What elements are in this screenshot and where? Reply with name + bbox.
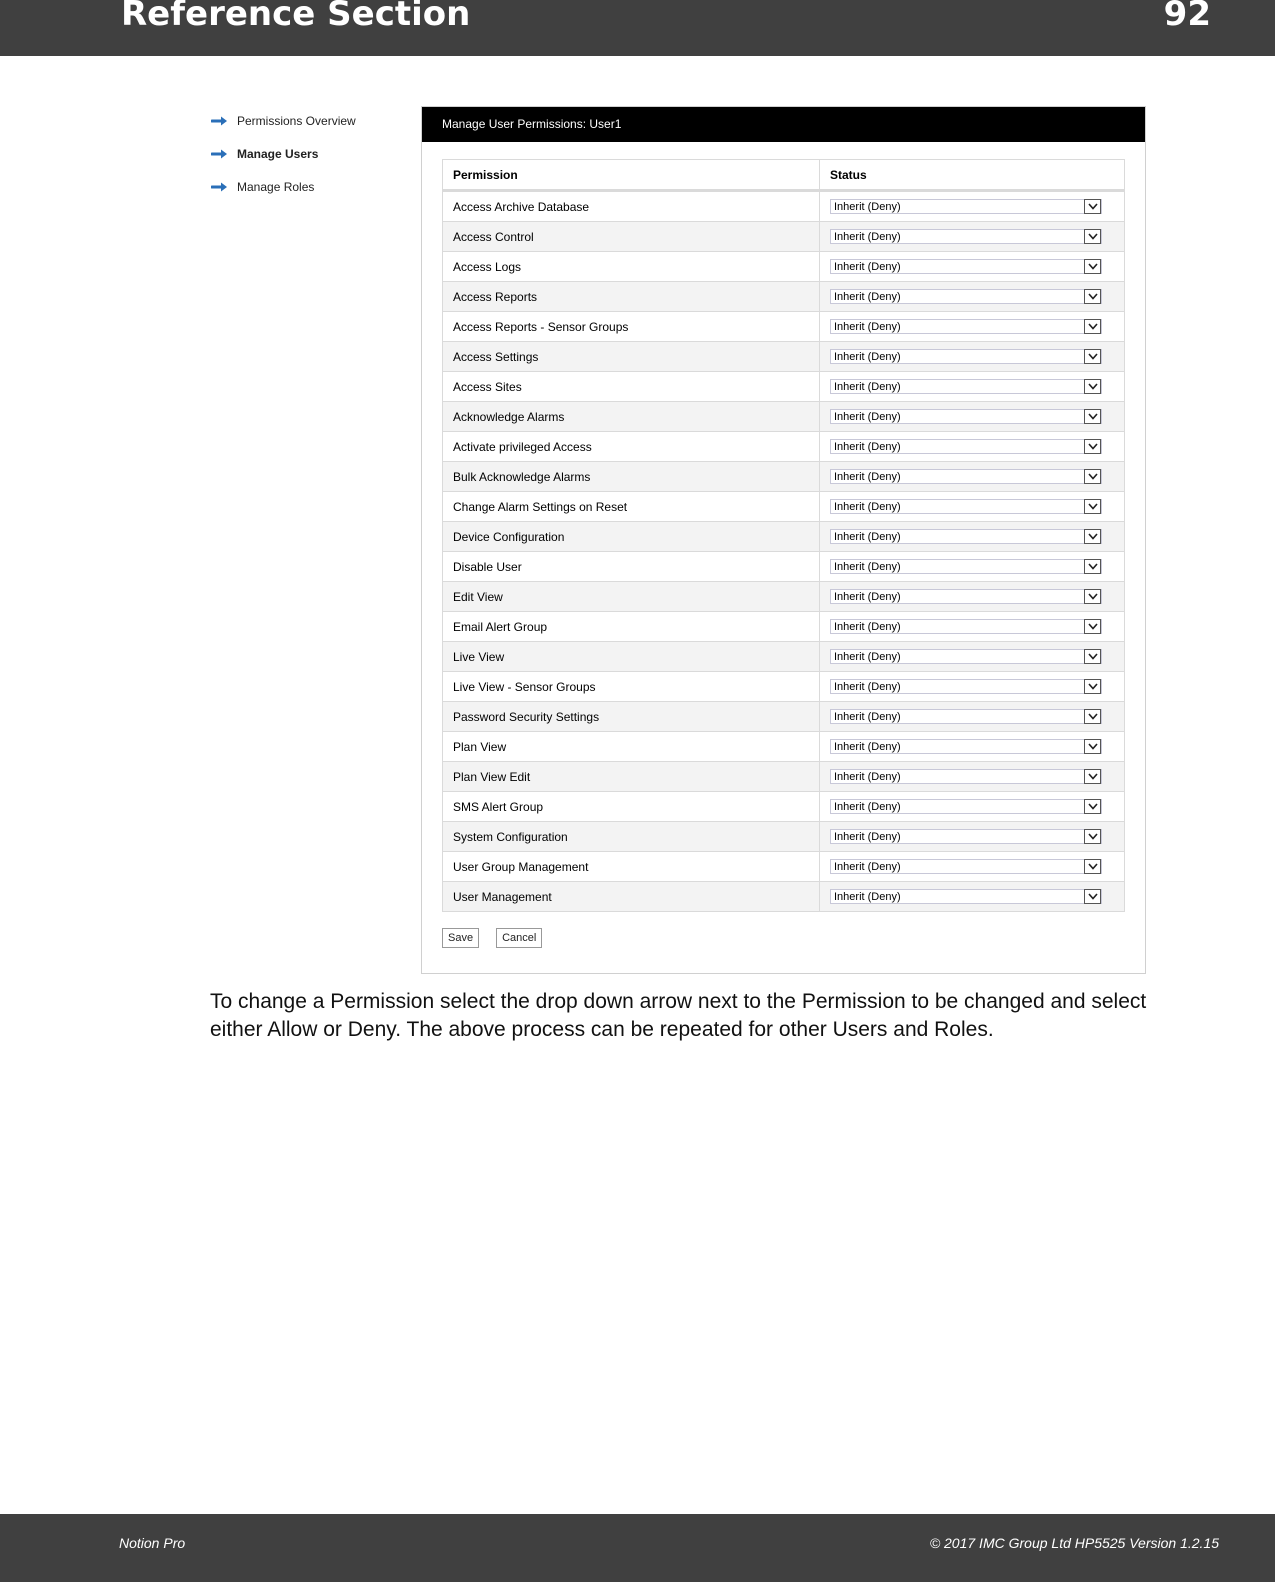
- status-cell: [820, 672, 1125, 702]
- status-cell: [820, 882, 1125, 912]
- status-select[interactable]: [830, 859, 1102, 874]
- page-header: [0, 0, 1275, 56]
- status-select[interactable]: [830, 889, 1102, 904]
- chevron-down-icon[interactable]: [1084, 319, 1101, 334]
- status-select[interactable]: [830, 409, 1102, 424]
- status-cell: [820, 372, 1125, 402]
- permission-name: User Management: [443, 882, 820, 912]
- status-cell: [820, 732, 1125, 762]
- status-select[interactable]: [830, 469, 1102, 484]
- status-cell: [820, 282, 1125, 312]
- table-row: [443, 822, 1125, 852]
- table-row: [443, 792, 1125, 822]
- chevron-down-icon[interactable]: [1084, 829, 1101, 844]
- table-row: [443, 702, 1125, 732]
- chevron-down-icon[interactable]: [1084, 409, 1101, 424]
- table-row: [443, 462, 1125, 492]
- chevron-down-icon[interactable]: [1084, 229, 1101, 244]
- status-select-value: Inherit (Deny): [834, 711, 901, 723]
- permission-name: Acknowledge Alarms: [443, 402, 820, 432]
- column-header-status: Status: [820, 160, 1125, 191]
- status-select[interactable]: [830, 589, 1102, 604]
- chevron-down-icon[interactable]: [1084, 799, 1101, 814]
- status-select-value: Inherit (Deny): [834, 531, 901, 543]
- status-select-value: Inherit (Deny): [834, 561, 901, 573]
- table-row: [443, 342, 1125, 372]
- status-cell: [820, 191, 1125, 222]
- chevron-down-icon[interactable]: [1084, 649, 1101, 664]
- chevron-down-icon[interactable]: [1084, 709, 1101, 724]
- status-select[interactable]: [830, 709, 1102, 724]
- nav-item-label: Manage Users: [237, 146, 319, 161]
- chevron-down-icon[interactable]: [1084, 739, 1101, 754]
- table-row: [443, 282, 1125, 312]
- status-select-value: Inherit (Deny): [834, 321, 901, 333]
- status-cell: [820, 252, 1125, 282]
- status-cell: [820, 852, 1125, 882]
- nav-item-label: Permissions Overview: [237, 113, 356, 128]
- permission-name: Access Reports: [443, 282, 820, 312]
- status-cell: [820, 222, 1125, 252]
- status-select[interactable]: [830, 769, 1102, 784]
- status-select[interactable]: [830, 379, 1102, 394]
- nav-item-label: Manage Roles: [237, 179, 315, 194]
- nav-item-permissions-overview[interactable]: [211, 104, 356, 137]
- status-select[interactable]: [830, 259, 1102, 274]
- permission-name: User Group Management: [443, 852, 820, 882]
- chevron-down-icon[interactable]: [1084, 619, 1101, 634]
- chevron-down-icon[interactable]: [1084, 559, 1101, 574]
- status-cell: [820, 702, 1125, 732]
- status-select-value: Inherit (Deny): [834, 681, 901, 693]
- status-cell: [820, 552, 1125, 582]
- status-select-value: Inherit (Deny): [834, 891, 901, 903]
- status-cell: [820, 612, 1125, 642]
- chevron-down-icon[interactable]: [1084, 889, 1101, 904]
- status-select[interactable]: [830, 289, 1102, 304]
- chevron-down-icon[interactable]: [1084, 439, 1101, 454]
- status-select-value: Inherit (Deny): [834, 831, 901, 843]
- table-row: [443, 372, 1125, 402]
- status-select-value: Inherit (Deny): [834, 381, 901, 393]
- table-row: [443, 762, 1125, 792]
- permissions-panel: [421, 106, 1146, 974]
- status-cell: [820, 792, 1125, 822]
- status-cell: [820, 462, 1125, 492]
- permission-name: Access Control: [443, 222, 820, 252]
- permission-name: Edit View: [443, 582, 820, 612]
- table-row: [443, 222, 1125, 252]
- save-button[interactable]: Save: [442, 928, 479, 948]
- table-row: [443, 492, 1125, 522]
- chevron-down-icon[interactable]: [1084, 499, 1101, 514]
- status-select[interactable]: [830, 529, 1102, 544]
- permission-name: Device Configuration: [443, 522, 820, 552]
- permission-name: Access Sites: [443, 372, 820, 402]
- status-select-value: Inherit (Deny): [834, 441, 901, 453]
- status-select-value: Inherit (Deny): [834, 801, 901, 813]
- status-select-value: Inherit (Deny): [834, 201, 901, 213]
- status-select-value: Inherit (Deny): [834, 351, 901, 363]
- instruction-paragraph: To change a Permission select the drop down arrow next to the Permission to be changed and select either Allow or Deny. The above process can be repeated for other Users and Roles.: [210, 990, 1147, 1041]
- section-title: Reference Section: [121, 0, 471, 34]
- status-select-value: Inherit (Deny): [834, 651, 901, 663]
- page-number: 92: [1163, 0, 1211, 34]
- table-row: [443, 582, 1125, 612]
- status-select-value: Inherit (Deny): [834, 621, 901, 633]
- permission-name: Disable User: [443, 552, 820, 582]
- status-select-value: Inherit (Deny): [834, 291, 901, 303]
- panel-title: Manage User Permissions: User1: [422, 107, 1145, 142]
- status-select-value: Inherit (Deny): [834, 231, 901, 243]
- footer-product: Notion Pro: [119, 1535, 186, 1551]
- chevron-down-icon[interactable]: [1084, 199, 1101, 214]
- permission-name: System Configuration: [443, 822, 820, 852]
- status-cell: [820, 762, 1125, 792]
- chevron-down-icon[interactable]: [1084, 349, 1101, 364]
- permission-name: Access Archive Database: [443, 191, 820, 222]
- table-row: [443, 672, 1125, 702]
- permission-name: Activate privileged Access: [443, 432, 820, 462]
- chevron-down-icon[interactable]: [1084, 589, 1101, 604]
- permission-name: Plan View: [443, 732, 820, 762]
- permission-name: Access Reports - Sensor Groups: [443, 312, 820, 342]
- permission-name: Change Alarm Settings on Reset: [443, 492, 820, 522]
- chevron-down-icon[interactable]: [1084, 379, 1101, 394]
- side-nav: [211, 104, 356, 203]
- permission-name: SMS Alert Group: [443, 792, 820, 822]
- chevron-down-icon[interactable]: [1084, 529, 1101, 544]
- status-select[interactable]: [830, 619, 1102, 634]
- permission-name: Bulk Acknowledge Alarms: [443, 462, 820, 492]
- status-select-value: Inherit (Deny): [834, 501, 901, 513]
- status-cell: [820, 492, 1125, 522]
- status-cell: [820, 342, 1125, 372]
- nav-item-manage-users[interactable]: [211, 137, 356, 170]
- status-select[interactable]: [830, 649, 1102, 664]
- status-select-value: Inherit (Deny): [834, 861, 901, 873]
- table-row: [443, 882, 1125, 912]
- table-row: [443, 252, 1125, 282]
- status-select[interactable]: [830, 829, 1102, 844]
- table-row: [443, 852, 1125, 882]
- chevron-down-icon[interactable]: [1084, 259, 1101, 274]
- status-select[interactable]: [830, 319, 1102, 334]
- table-row: [443, 312, 1125, 342]
- chevron-down-icon[interactable]: [1084, 679, 1101, 694]
- table-row: [443, 612, 1125, 642]
- chevron-down-icon[interactable]: [1084, 289, 1101, 304]
- status-cell: [820, 642, 1125, 672]
- status-cell: [820, 312, 1125, 342]
- permission-name: Access Logs: [443, 252, 820, 282]
- arrow-right-icon: [211, 181, 229, 193]
- status-select-value: Inherit (Deny): [834, 411, 901, 423]
- table-row: [443, 432, 1125, 462]
- status-select-value: Inherit (Deny): [834, 261, 901, 273]
- footer-copyright: © 2017 IMC Group Ltd HP5525 Version 1.2.15: [929, 1535, 1219, 1551]
- status-cell: [820, 822, 1125, 852]
- table-row: [443, 522, 1125, 552]
- column-header-permission: Permission: [443, 160, 820, 191]
- status-cell: [820, 402, 1125, 432]
- status-cell: [820, 432, 1125, 462]
- status-select-value: Inherit (Deny): [834, 591, 901, 603]
- status-select[interactable]: [830, 199, 1102, 214]
- status-select[interactable]: [830, 349, 1102, 364]
- table-row: [443, 642, 1125, 672]
- table-row: [443, 402, 1125, 432]
- status-select[interactable]: [830, 739, 1102, 754]
- permission-name: Live View: [443, 642, 820, 672]
- status-select[interactable]: [830, 229, 1102, 244]
- cancel-button[interactable]: Cancel: [496, 928, 542, 948]
- arrow-right-icon: [211, 148, 229, 160]
- permission-name: Plan View Edit: [443, 762, 820, 792]
- permission-name: Access Settings: [443, 342, 820, 372]
- page-footer: [0, 1514, 1275, 1582]
- chevron-down-icon[interactable]: [1084, 859, 1101, 874]
- permission-name: Password Security Settings: [443, 702, 820, 732]
- status-select[interactable]: [830, 679, 1102, 694]
- table-row: [443, 191, 1125, 222]
- permission-name: Email Alert Group: [443, 612, 820, 642]
- arrow-right-icon: [211, 115, 229, 127]
- permission-name: Live View - Sensor Groups: [443, 672, 820, 702]
- table-row: [443, 732, 1125, 762]
- status-select[interactable]: [830, 559, 1102, 574]
- status-select[interactable]: [830, 499, 1102, 514]
- status-select-value: Inherit (Deny): [834, 771, 901, 783]
- status-select-value: Inherit (Deny): [834, 471, 901, 483]
- status-cell: [820, 522, 1125, 552]
- status-cell: [820, 582, 1125, 612]
- nav-item-manage-roles[interactable]: [211, 170, 356, 203]
- chevron-down-icon[interactable]: [1084, 469, 1101, 484]
- permissions-table: [442, 159, 1125, 912]
- table-row: [443, 552, 1125, 582]
- status-select[interactable]: [830, 439, 1102, 454]
- status-select-value: Inherit (Deny): [834, 741, 901, 753]
- chevron-down-icon[interactable]: [1084, 769, 1101, 784]
- status-select[interactable]: [830, 799, 1102, 814]
